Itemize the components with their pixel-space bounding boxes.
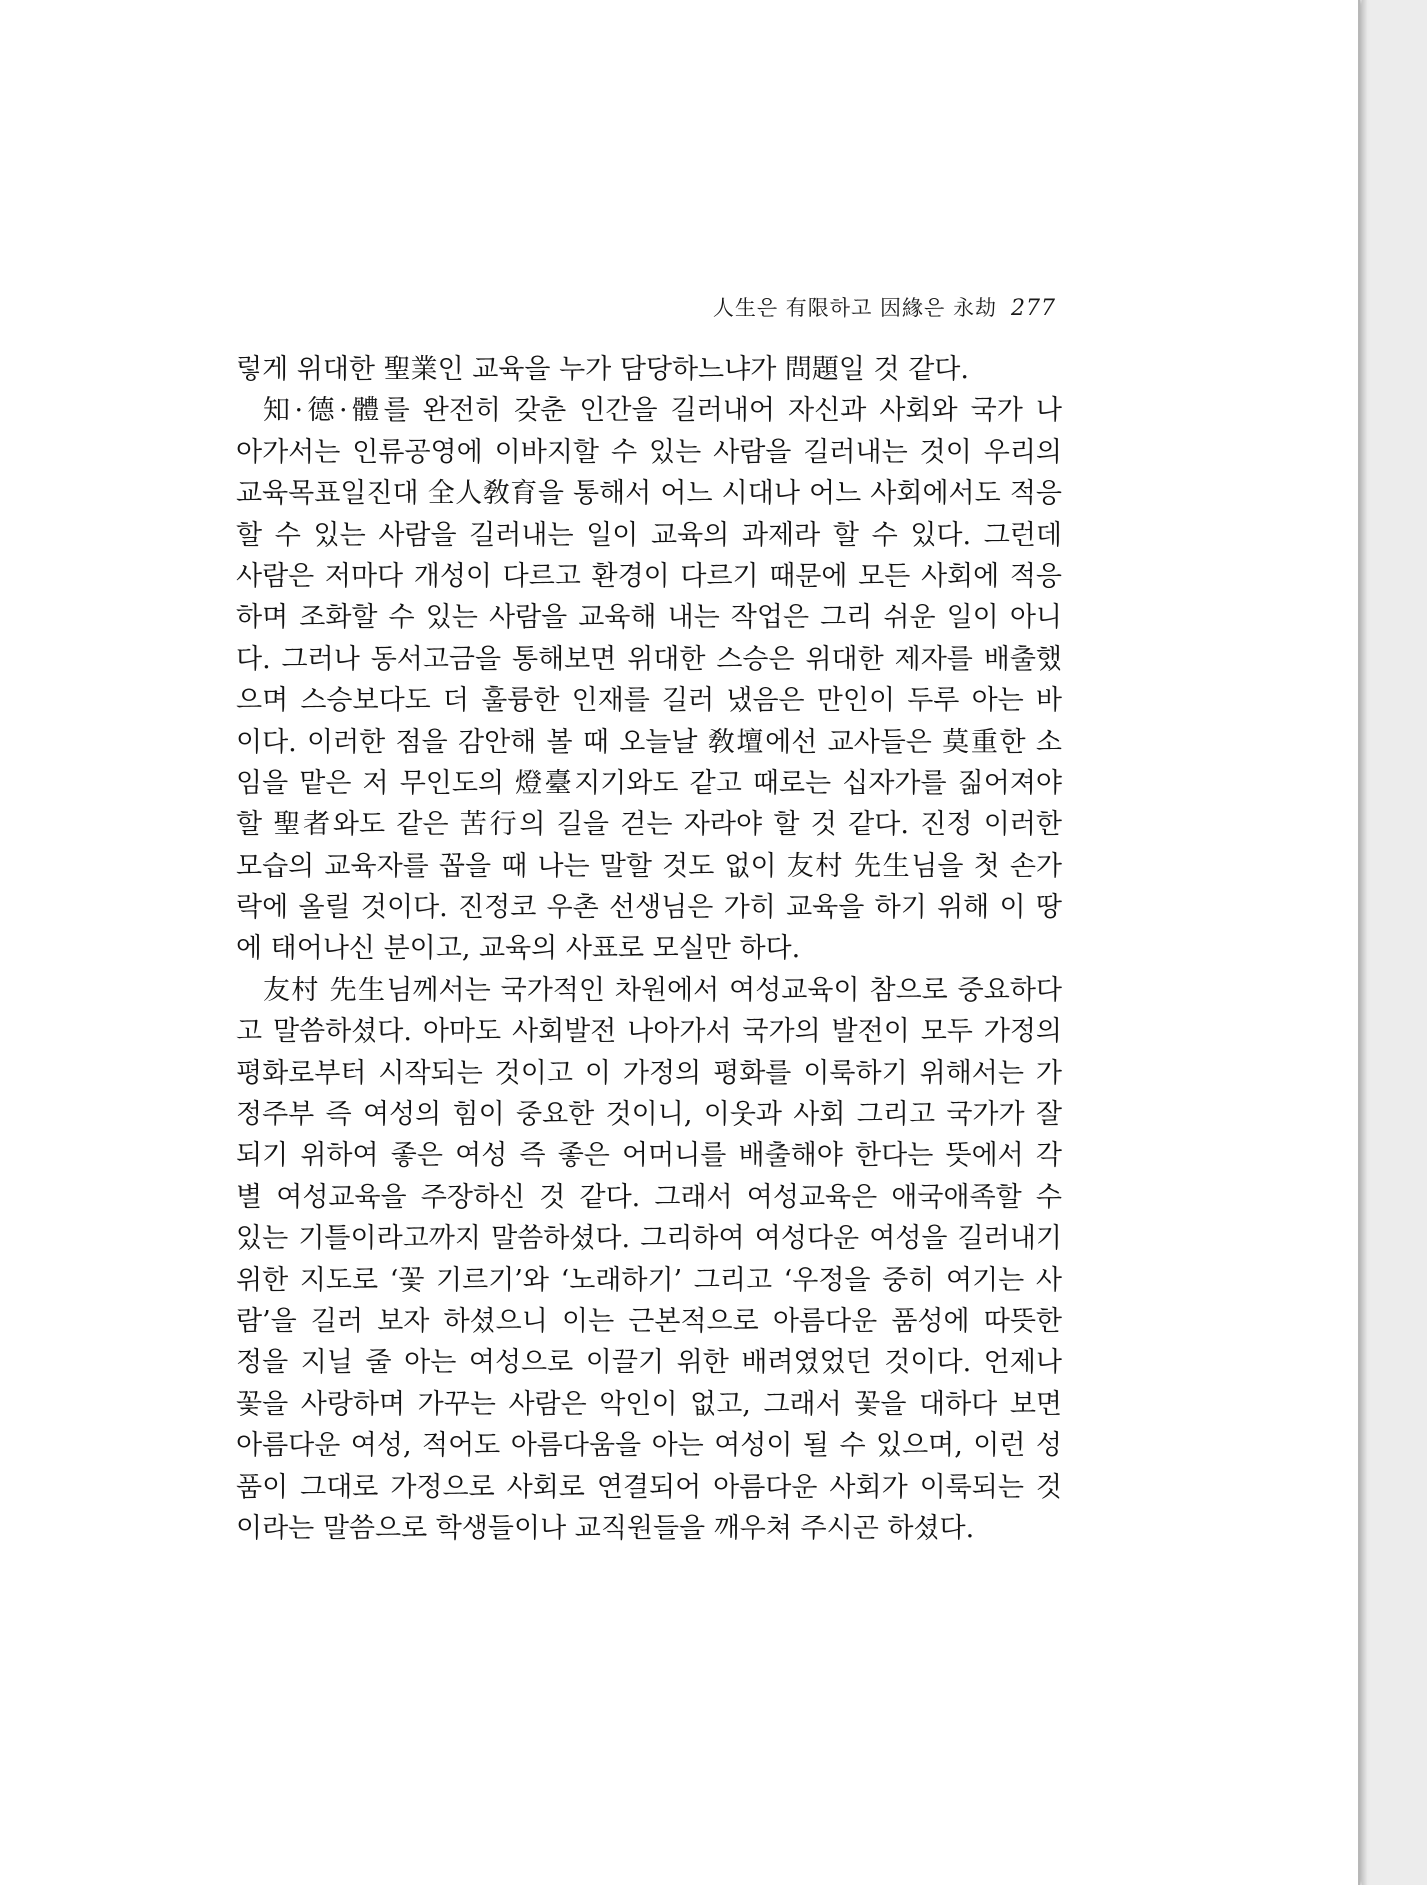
text-line: 꽃을 사랑하며 가꾸는 사람은 악인이 없고, 그래서 꽃을 대하다 보면 [236, 1388, 1062, 1420]
text-line: 정주부 즉 여성의 힘이 중요한 것이니, 이웃과 사회 그리고 국가가 잘 [236, 1099, 1062, 1131]
text-line: 友村 先生님께서는 국가적인 차원에서 여성교육이 참으로 중요하다 [263, 974, 1062, 1006]
text-line: 별 여성교육을 주장하신 것 같다. 그래서 여성교육은 애국애족할 수 [236, 1181, 1062, 1213]
page-number: 277 [1011, 296, 1056, 321]
text-line: 렇게 위대한 聖業인 교육을 누가 담당하느냐가 問題일 것 같다. [236, 354, 969, 385]
text-line: 교육목표일진대 全人敎育을 통해서 어느 시대나 어느 사회에서도 적응 [236, 478, 1062, 510]
text-line: 할 수 있는 사람을 길러내는 일이 교육의 과제라 할 수 있다. 그런데 [236, 519, 1062, 551]
text-line: 고 말씀하셨다. 아마도 사회발전 나아가서 국가의 발전이 모두 가정의 [236, 1016, 1062, 1048]
text-line: 있는 기틀이라고까지 말씀하셨다. 그리하여 여성다운 여성을 길러내기 [236, 1223, 1062, 1255]
text-line: 평화로부터 시작되는 것이고 이 가정의 평화를 이룩하기 위해서는 가 [236, 1057, 1062, 1089]
text-line: 하며 조화할 수 있는 사람을 교육해 내는 작업은 그리 쉬운 일이 아니 [236, 602, 1062, 634]
text-line: 람’을 길러 보자 하셨으니 이는 근본적으로 아름다운 품성에 따뜻한 [236, 1305, 1062, 1337]
text-line: 할 聖者와도 같은 苦行의 길을 걷는 자라야 할 것 같다. 진정 이러한 [236, 809, 1062, 841]
text-line: 되기 위하여 좋은 여성 즉 좋은 어머니를 배출해야 한다는 뜻에서 각 [236, 1140, 1062, 1172]
text-line: 아름다운 여성, 적어도 아름다움을 아는 여성이 될 수 있으며, 이런 성 [236, 1430, 1062, 1462]
running-header [713, 292, 1056, 322]
text-line: 정을 지닐 줄 아는 여성으로 이끌기 위한 배려였었던 것이다. 언제나 [236, 1347, 1062, 1379]
paragraph [236, 970, 1062, 1549]
text-line: 모습의 교육자를 꼽을 때 나는 말할 것도 없이 友村 先生님을 첫 손가 [236, 850, 1062, 882]
text-line: 임을 맡은 저 무인도의 燈臺지기와도 같고 때로는 십자가를 짊어져야 [236, 767, 1062, 799]
text-line: 다. 그러나 동서고금을 통해보면 위대한 스승은 위대한 제자를 배출했 [236, 643, 1062, 675]
text-line: 이라는 말씀으로 학생들이나 교직원들을 깨우쳐 주시곤 하셨다. [236, 1512, 975, 1544]
paragraph [236, 390, 1062, 969]
paragraph [236, 349, 1062, 390]
text-line: 락에 올릴 것이다. 진정코 우촌 선생님은 가히 교육을 하기 위해 이 땅 [236, 892, 1062, 924]
text-line: 知·德·體를 완전히 갖춘 인간을 길러내어 자신과 사회와 국가 나 [263, 395, 1062, 427]
text-line: 으며 스승보다도 더 훌륭한 인재를 길러 냈음은 만인이 두루 아는 바 [236, 685, 1062, 717]
text-line: 에 태어나신 분이고, 교육의 사표로 모실만 하다. [236, 933, 801, 965]
body-text [236, 349, 1062, 1549]
text-line: 품이 그대로 가정으로 사회로 연결되어 아름다운 사회가 이룩되는 것 [236, 1471, 1062, 1503]
text-line: 사람은 저마다 개성이 다르고 환경이 다르기 때문에 모든 사회에 적응 [236, 560, 1062, 592]
running-title: 人生은 有限하고 因緣은 永劫 [712, 296, 997, 320]
text-line: 이다. 이러한 점을 감안해 볼 때 오늘날 敎壇에선 교사들은 莫重한 소 [236, 726, 1062, 758]
text-line: 아가서는 인류공영에 이바지할 수 있는 사람을 길러내는 것이 우리의 [236, 436, 1062, 468]
text-line: 위한 지도로 ‘꽃 기르기’와 ‘노래하기’ 그리고 ‘우정을 중히 여기는 사 [236, 1264, 1062, 1296]
page-edge-shadow [1362, 0, 1368, 1885]
